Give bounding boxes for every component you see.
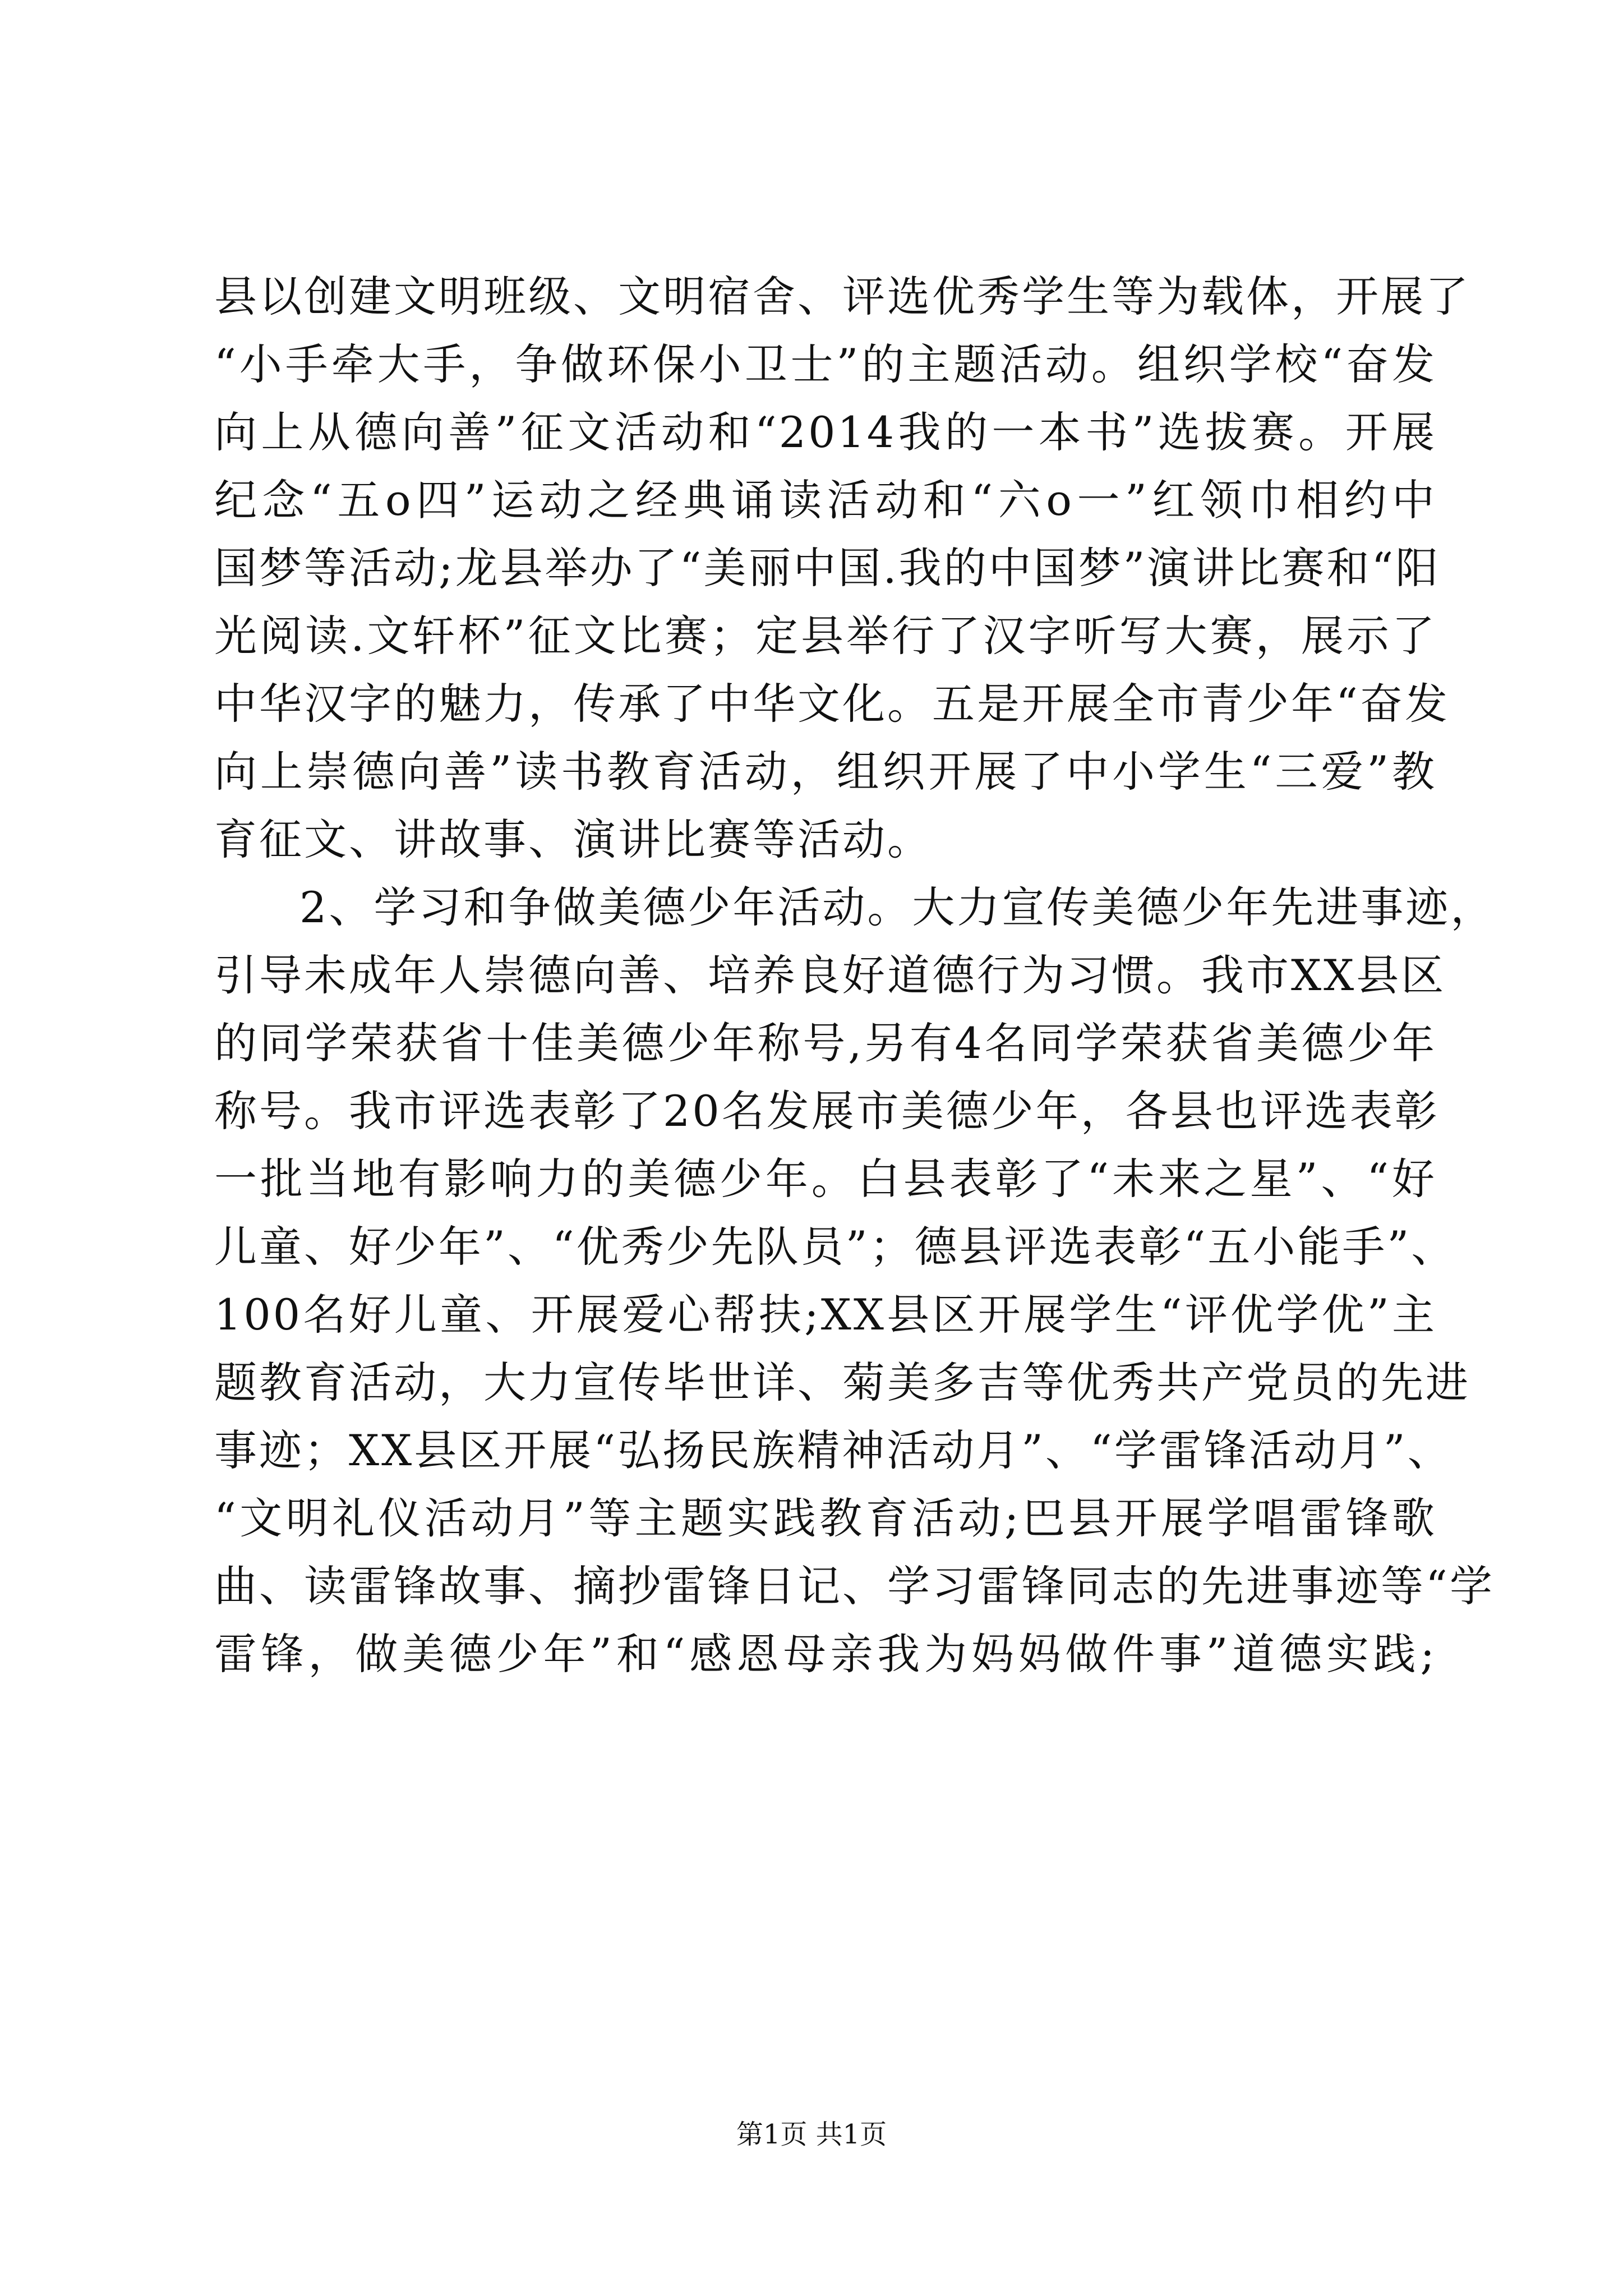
text-line: 雷锋，做美德少年”和“感恩母亲我为妈妈做件事”道德实践; [214,1629,1437,1679]
text-line: “小手牵大手，争做环保小卫士”的主题活动。组织学校“奋发 [214,339,1437,389]
text-line: 国梦等活动;龙县举办了“美丽中国.我的中国梦”演讲比赛和“阳 [214,543,1441,593]
text-line: 曲、读雷锋故事、摘抄雷锋日记、学习雷锋同志的先进事迹等“学 [214,1561,1495,1611]
text-line: 2、学习和争做美德少年活动。大力宣传美德少年先进事迹， [299,882,1496,932]
text-line: 的同学荣获省十佳美德少年称号,另有4名同学荣获省美德少年 [214,1018,1437,1068]
text-line: 纪念“五o四”运动之经典诵读活动和“六o一”红领巾相约中 [214,475,1437,525]
text-line: 100名好儿童、开展爱心帮扶;XX县区开展学生“评优学优”主 [214,1290,1437,1340]
text-line: “文明礼仪活动月”等主题实践教育活动;巴县开展学唱雷锋歌 [214,1493,1437,1543]
text-line: 向上崇德向善”读书教育活动，组织开展了中小学生“三爱”教 [214,747,1437,797]
text-line: 一批当地有影响力的美德少年。白县表彰了“未来之星”、“好 [214,1154,1437,1204]
text-line: 育征文、讲故事、演讲比赛等活动。 [214,815,932,864]
text-line: 称号。我市评选表彰了20名发展市美德少年，各县也评选表彰 [214,1086,1440,1136]
body-text [214,263,1496,1688]
text-line: 儿童、好少年”、“优秀少先队员”；德县评选表彰“五小能手”、 [214,1222,1456,1272]
text-line: 向上从德向善”征文活动和“2014我的一本书”选拔赛。开展 [214,407,1437,457]
text-line: 事迹；XX县区开展“弘扬民族精神活动月”、“学雷锋活动月”、 [214,1425,1453,1475]
text-line: 引导未成年人崇德向善、培养良好道德行为习惯。我市XX县区 [214,950,1446,1000]
text-line: 中华汉字的魅力，传承了中华文化。五是开展全市青少年“奋发 [214,679,1450,729]
page-footer [0,2118,1623,2151]
page-number-label: 第1页 共1页 [736,2119,887,2150]
text-line: 县以创建文明班级、文明宿舍、评选优秀学生等为载体，开展了 [214,272,1470,321]
text-line: 题教育活动，大力宣传毕世详、菊美多吉等优秀共产党员的先进 [214,1358,1470,1407]
text-line: 光阅读.文轩杯”征文比赛；定县举行了汉字听写大赛，展示了 [214,611,1437,661]
